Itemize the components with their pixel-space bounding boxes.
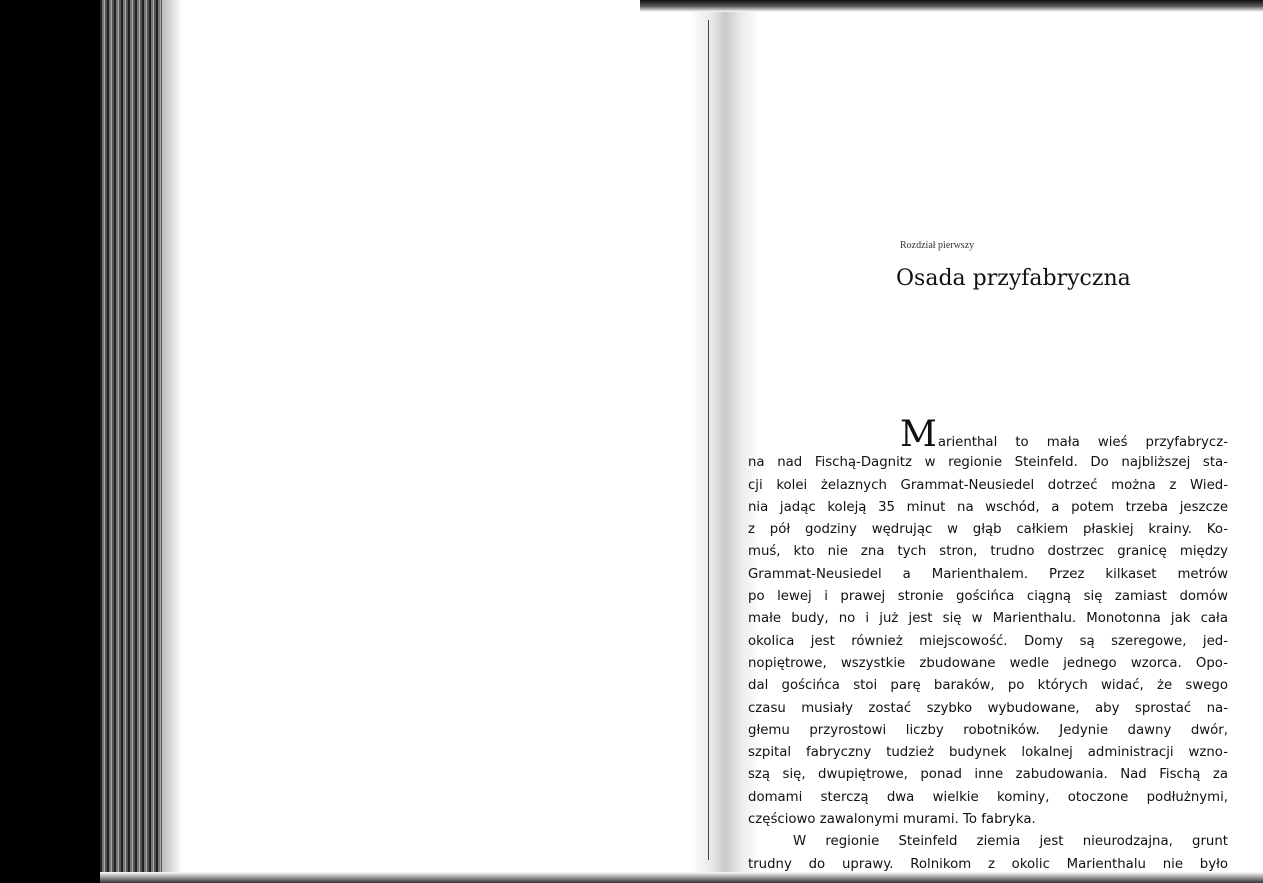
text-line: W regionie Steinfeld ziemia jest nieurodzajna, grunt — [793, 834, 1228, 850]
text-line: głemu przyrostowi liczby robotników. Jedynie dawny dwór, — [748, 722, 1228, 738]
text-line: na nad Fischą-Dagnitz w regionie Steinfeld. Do najbliższej sta- — [748, 455, 1228, 471]
text-line: trudny do uprawy. Rolnikom z okolic Marienthalu nie było — [748, 856, 1228, 872]
text-line: małe budy, no i już jest się w Marienthalu. Monotonna jak cała — [748, 611, 1228, 627]
text-line: szą się, dwupiętrowe, ponad inne zabudowania. Nad Fischą za — [748, 767, 1228, 783]
text-line: szpital fabryczny tudzież budynek lokalnej administracji wzno- — [748, 745, 1228, 761]
text-line: po lewej i prawej stronie gościńca ciągną się zamiast domów — [748, 589, 1228, 605]
text-line: z pół godziny wędrując w głąb całkiem płaskiej krainy. Ko- — [748, 522, 1228, 538]
text-line-content: arienthal to mała wieś przyfabrycz- — [937, 435, 1228, 450]
page-edge-shadow — [162, 0, 182, 883]
chapter-body-text — [748, 414, 1228, 876]
text-line: domami sterczą dwa wielkie kominy, otoczone podłużnymi, — [748, 789, 1228, 805]
text-line: częściowo zawalonymi murami. To fabryka. — [748, 812, 1036, 828]
book-page-edges — [100, 0, 162, 883]
text-line: muś, kto nie zna tych stron, trudno dostrzec granicę między — [748, 544, 1228, 560]
text-line: czasu musiały zostać szybko wybudowane, aby sprostać na- — [748, 700, 1228, 716]
book-spine-line — [708, 20, 709, 860]
scan-top-edge — [640, 0, 1263, 12]
text-line: okolica jest również miejscowość. Domy są szeregowe, jed- — [748, 633, 1228, 649]
text-line — [748, 414, 1228, 455]
scan-edge-dark — [0, 0, 100, 883]
text-line: dal gościńca stoi parę baraków, po których widać, że swego — [748, 678, 1228, 694]
chapter-title: Osada przyfabryczna — [896, 266, 1131, 291]
text-line: nia jadąc koleją 35 minut na wschód, a potem trzeba jeszcze — [748, 499, 1228, 515]
text-line: cji kolei żelaznych Grammat-Neusiedel dotrzeć można z Wied- — [748, 477, 1228, 493]
text-line: Grammat-Neusiedel a Marienthalem. Przez kilkaset metrów — [748, 566, 1228, 582]
drop-cap: M — [900, 414, 937, 455]
chapter-label: Rozdział pierwszy — [900, 240, 975, 251]
text-line: nopiętrowe, wszystkie zbudowane wedle jednego wzorca. Opo- — [748, 655, 1228, 671]
